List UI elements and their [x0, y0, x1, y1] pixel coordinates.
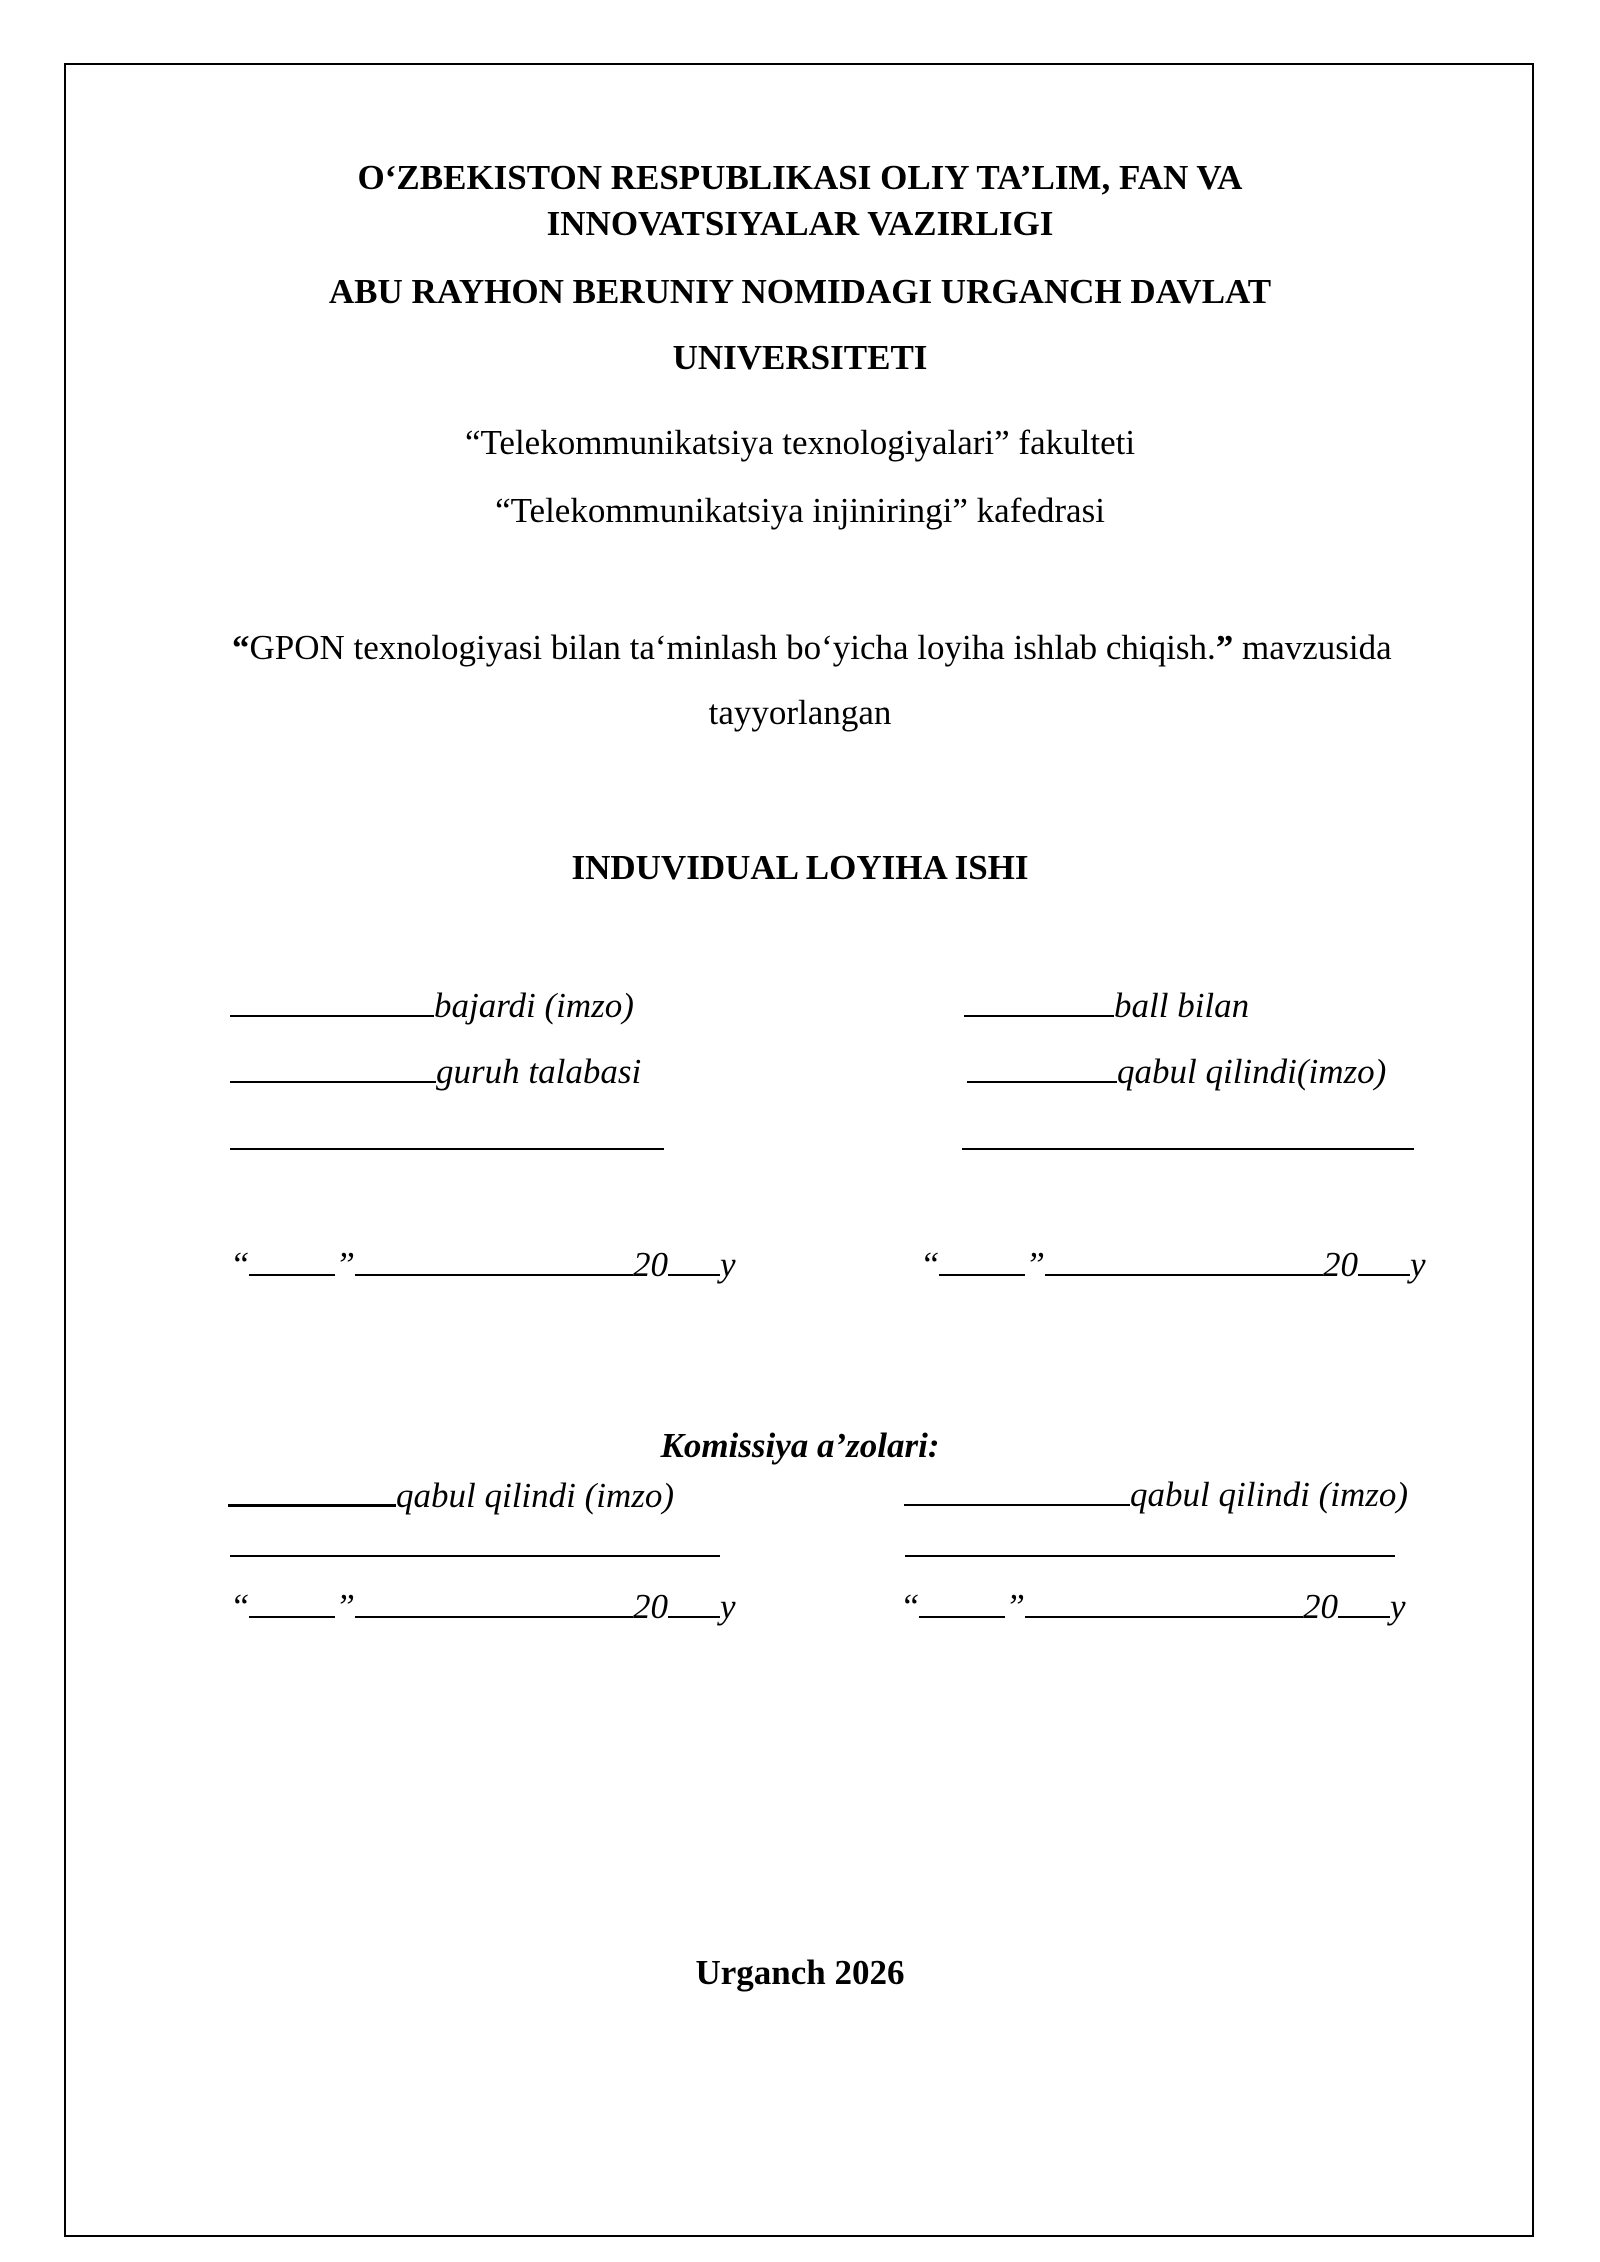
name-blank-left: [230, 1148, 664, 1150]
year-suffix: y: [719, 1245, 736, 1284]
page-border: [64, 63, 1534, 2237]
year-prefix: 20: [1322, 1245, 1358, 1284]
faculty-name: “Telekommunikatsiya texnologiyalari” fakulteti: [464, 423, 1136, 462]
day-blank: [939, 1246, 1025, 1276]
ministry-line-1: O‘ZBEKISTON RESPUBLIKASI OLIY TA’LIM, FAN VA: [357, 158, 1243, 197]
date-close-quote: ”: [335, 1587, 355, 1626]
topic-open-quote: “: [232, 628, 250, 667]
accepted-blank: [967, 1053, 1117, 1083]
topic-title: GPON texnologiyasi bilan ta‘minlash bo‘yicha loyiha ishlab chiqish.: [249, 628, 1216, 667]
date-open-quote: “: [230, 1245, 250, 1284]
year-suffix: y: [719, 1587, 736, 1626]
commission-date-left: [230, 1588, 735, 1624]
department-name: “Telekommunikatsiya injiniringi” kafedrasi: [495, 491, 1105, 530]
month-blank: [355, 1246, 633, 1276]
month-blank: [355, 1588, 633, 1618]
group-blank: [230, 1053, 436, 1083]
signature-blank: [230, 987, 434, 1017]
month-blank: [1025, 1588, 1303, 1618]
year-blank: [1358, 1246, 1410, 1276]
topic-line-2: tayyorlangan: [708, 693, 892, 732]
commission-title: Komissiya a’zolari:: [660, 1426, 940, 1465]
day-blank: [249, 1246, 335, 1276]
topic-suffix: mavzusida: [1233, 628, 1392, 667]
accepted-line: [967, 1053, 1386, 1089]
topic-line-1: [232, 630, 1392, 665]
day-blank: [919, 1588, 1005, 1618]
month-blank: [1045, 1246, 1323, 1276]
date-close-quote: ”: [1025, 1245, 1045, 1284]
commission-right-line: [904, 1476, 1408, 1512]
date-open-quote: “: [920, 1245, 940, 1284]
commission-left-label: qabul qilindi (imzo): [396, 1476, 675, 1515]
commission-right-label: qabul qilindi (imzo): [1130, 1475, 1409, 1514]
commission-left-line: [228, 1476, 674, 1513]
group-student-label: guruh talabasi: [436, 1052, 642, 1091]
commission-name-blank-left: [230, 1555, 720, 1557]
day-blank: [249, 1588, 335, 1618]
date-open-quote: “: [230, 1587, 250, 1626]
university-line-2: UNIVERSITETI: [672, 338, 928, 377]
year-prefix: 20: [632, 1587, 668, 1626]
commission-name-blank-right: [905, 1555, 1395, 1557]
performed-label: bajardi (imzo): [434, 986, 634, 1025]
date-close-quote: ”: [335, 1245, 355, 1284]
university-line-1: ABU RAYHON BERUNIY NOMIDAGI URGANCH DAVLAT: [328, 272, 1272, 311]
year-prefix: 20: [632, 1245, 668, 1284]
score-line: [964, 987, 1249, 1023]
score-label: ball bilan: [1114, 986, 1250, 1025]
topic-close-quote: ”: [1215, 628, 1234, 667]
year-prefix: 20: [1302, 1587, 1338, 1626]
city-year: Urganch 2026: [695, 1953, 905, 1992]
year-suffix: y: [1389, 1587, 1406, 1626]
year-blank: [668, 1588, 720, 1618]
group-student-line: [230, 1053, 641, 1089]
date-right: [920, 1246, 1425, 1282]
ministry-line-2: INNOVATSIYALAR VAZIRLIGI: [546, 204, 1054, 243]
name-blank-right: [962, 1148, 1414, 1150]
commission-date-right: [900, 1588, 1405, 1624]
year-blank: [1338, 1588, 1390, 1618]
commission-signature-blank: [904, 1476, 1130, 1506]
commission-signature-blank: [228, 1476, 396, 1507]
performed-signature-line: [230, 987, 634, 1023]
date-left: [230, 1246, 735, 1282]
accepted-label: qabul qilindi(imzo): [1117, 1052, 1387, 1091]
year-blank: [668, 1246, 720, 1276]
score-blank: [964, 987, 1114, 1017]
year-suffix: y: [1409, 1245, 1426, 1284]
date-close-quote: ”: [1005, 1587, 1025, 1626]
document-type: INDUVIDUAL LOYIHA ISHI: [571, 848, 1029, 887]
date-open-quote: “: [900, 1587, 920, 1626]
